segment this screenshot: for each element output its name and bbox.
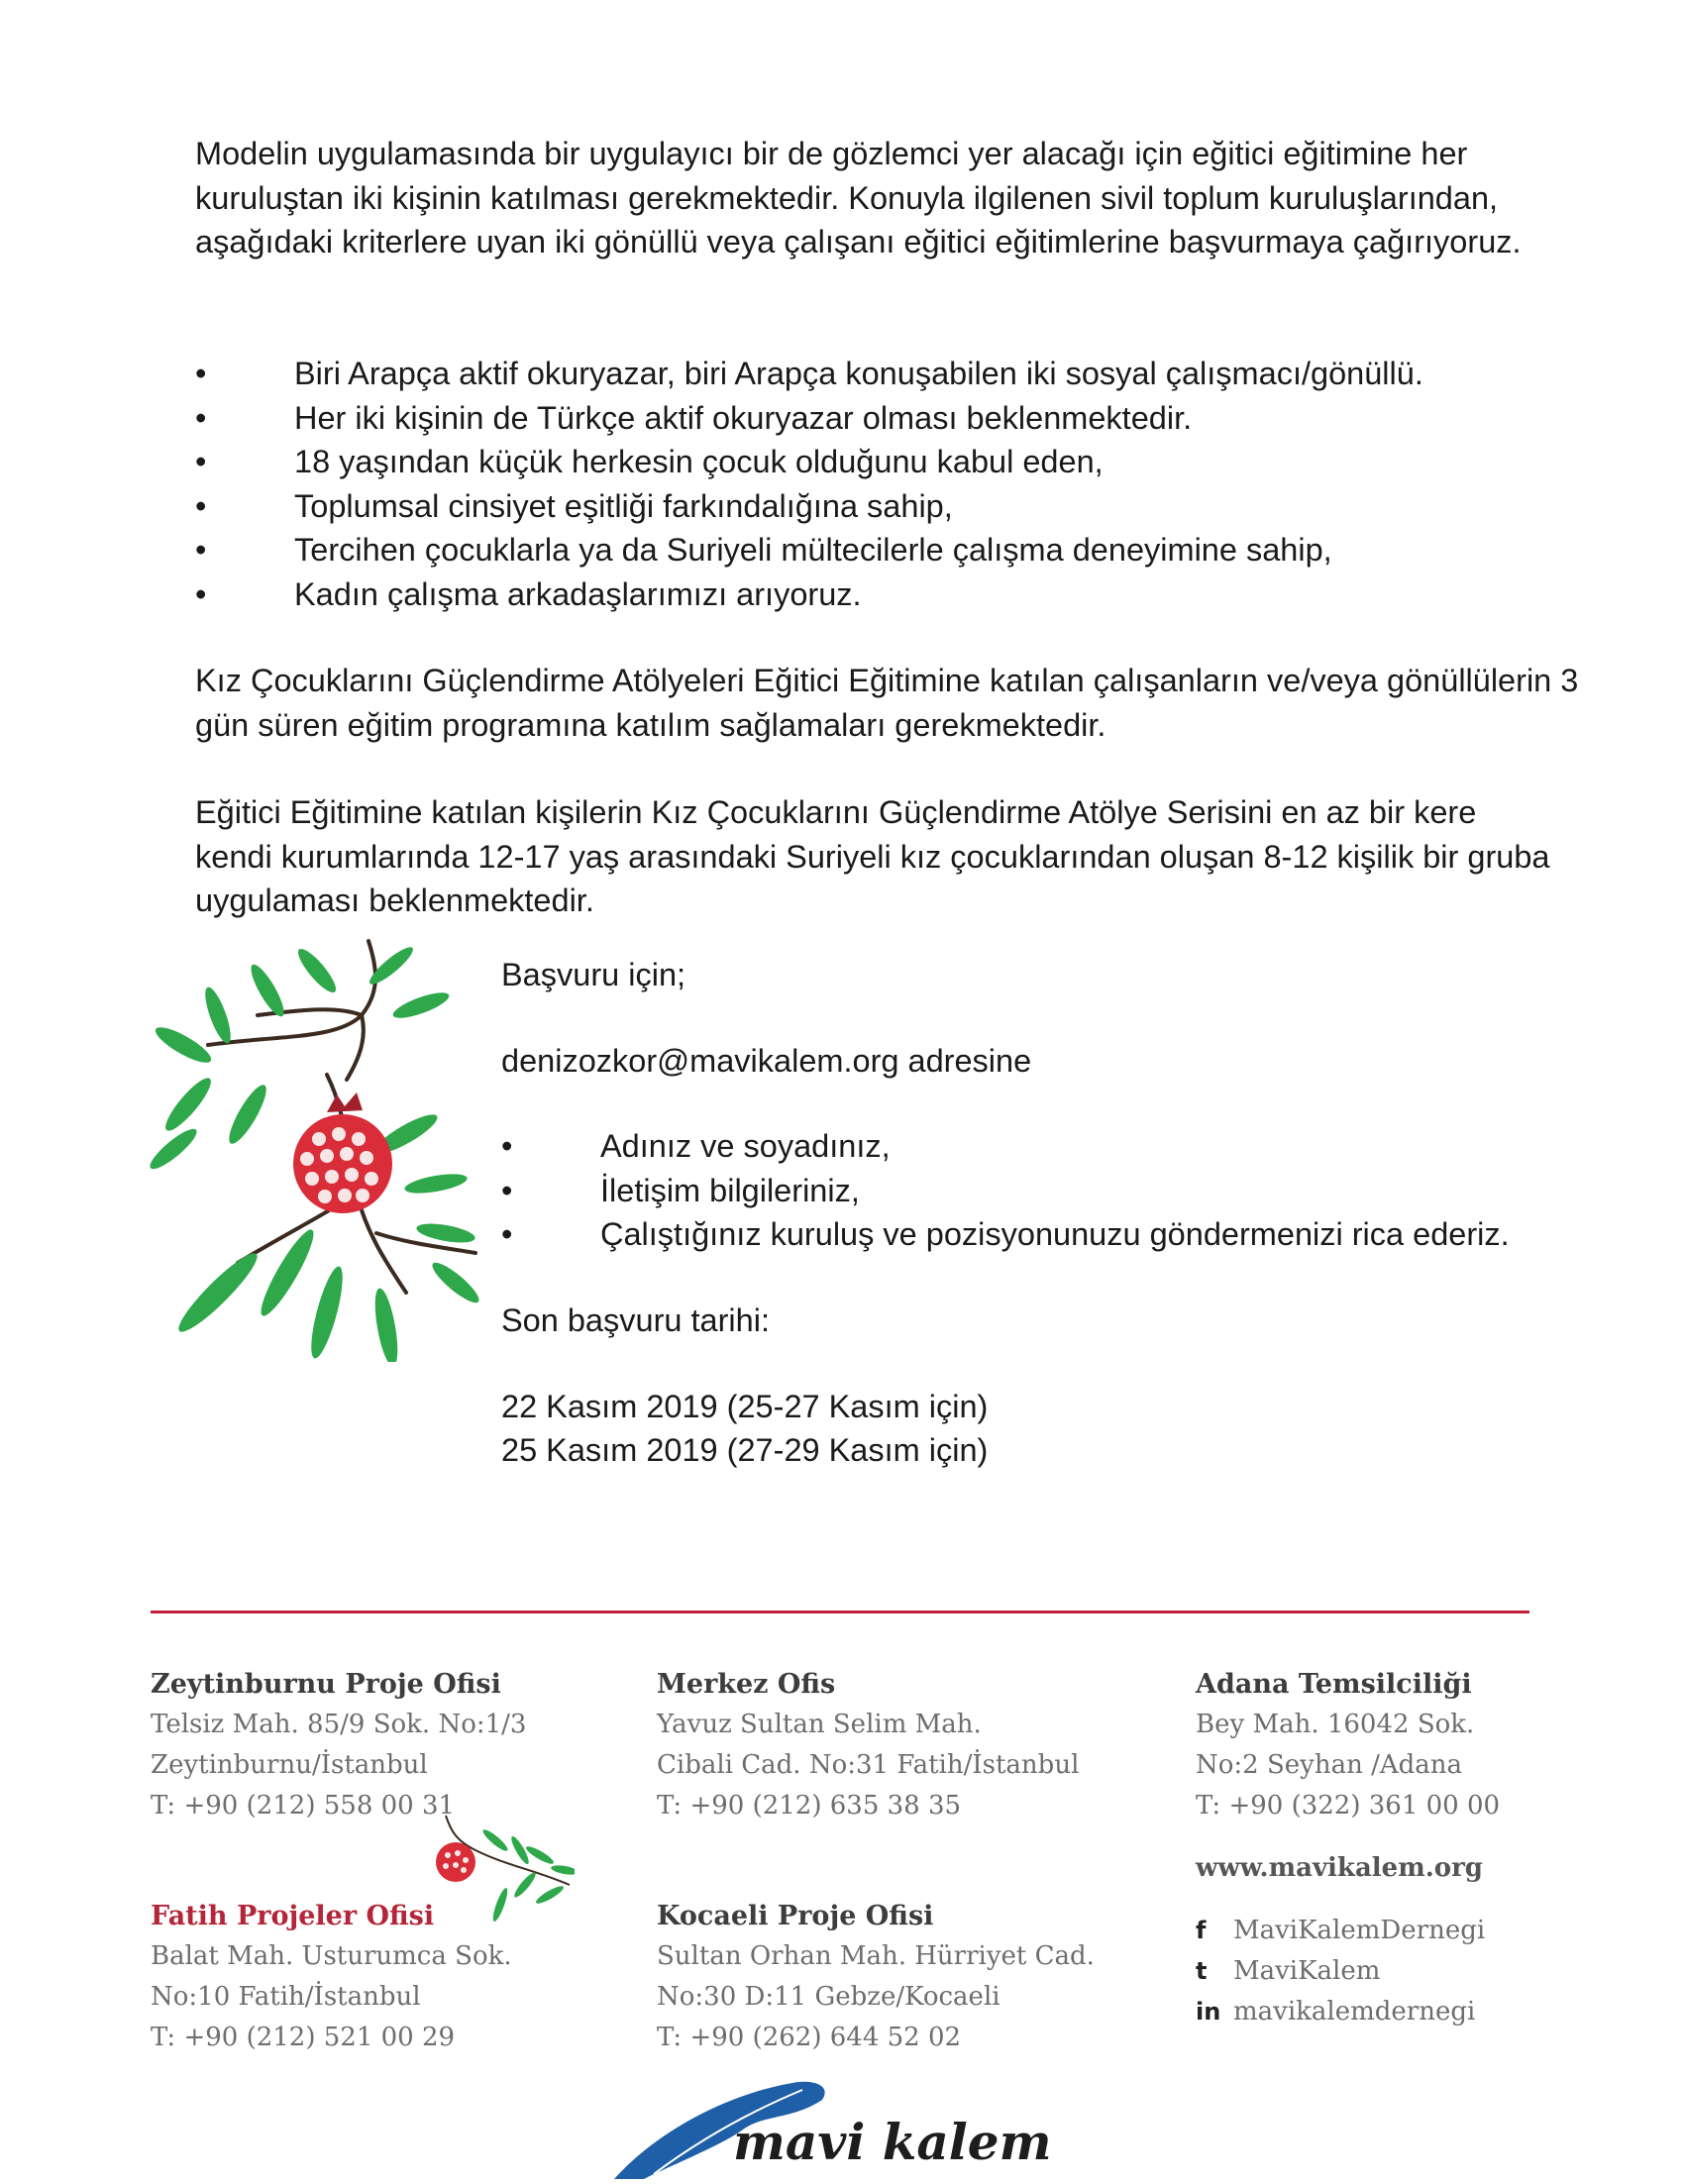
- criteria-item: • Her iki kişinin de Türkçe aktif okuryazar olması beklenmektedir.: [195, 396, 1423, 441]
- pomegranate-branch-illustration: [149, 936, 485, 1362]
- application-item: • İletişim bilgileriniz,: [501, 1169, 1640, 1213]
- office-address: Sultan Orhan Mah. Hürriyet Cad.: [657, 1941, 1095, 1971]
- criteria-item: • Toplumsal cinsiyet eşitliği farkındalığına sahip,: [195, 484, 1423, 529]
- office-phone: T: +90 (212) 521 00 29: [151, 2023, 456, 2052]
- social-handle: MaviKalemDernegi: [1233, 1916, 1486, 1945]
- pomegranate-fruit: [293, 1092, 392, 1213]
- mavi-kalem-logo: [614, 2075, 1070, 2179]
- logo-text: mavi kalem: [733, 2113, 1052, 2171]
- intro-paragraph: Modelin uygulamasında bir uygulayıcı bir de gözlemci yer alacağı için eğitici eğitimine her kuruluştan iki kişinin katılması gerekmektedir. Konuyla ilgilenen sivil toplum kuruluşlarından, aşağıdaki kriterlere uyan iki gönüllü veya çalışanı eğitici eğitimlerine başvurmaya çağırıyoruz.: [195, 136, 1522, 260]
- social-handle: MaviKalem: [1233, 1956, 1381, 1986]
- application-block: [501, 953, 1640, 1473]
- office-phone: T: +90 (212) 635 38 35: [657, 1791, 962, 1820]
- application-item: • Adınız ve soyadınız,: [501, 1124, 1640, 1169]
- email-line: denizozkor@mavikalem.org adresine: [501, 1042, 1032, 1079]
- application-item: • Çalıştığınız kuruluş ve pozisyonunuzu göndermenizi rica ederiz.: [501, 1212, 1640, 1257]
- office-address: Cibali Cad. No:31 Fatih/İstanbul: [657, 1750, 1080, 1780]
- office-title: Zeytinburnu Proje Ofisi: [151, 1669, 501, 1700]
- facebook-icon: f: [1196, 1917, 1207, 1944]
- twitter-icon: t: [1196, 1957, 1208, 1985]
- office-title: Merkez Ofis: [657, 1669, 836, 1700]
- footer-column-center: [657, 1664, 1095, 2058]
- office-address: Zeytinburnu/İstanbul: [151, 1750, 428, 1780]
- footer-divider: [151, 1611, 1529, 1613]
- social-linkedin[interactable]: [1196, 1992, 1500, 2032]
- training-paragraph: Kız Çocuklarını Güçlendirme Atölyeleri Eğitici Eğitimine katılan çalışanların ve/veya gönüllülerin 3 gün süren eğitim programına katılım sağlamaları gerekmektedir.: [195, 663, 1579, 743]
- social-handle: mavikalemdernegi: [1233, 1997, 1476, 2027]
- criteria-item: • Tercihen çocuklarla ya da Suriyeli mültecilerle çalışma deneyimine sahip,: [195, 528, 1423, 572]
- small-pomegranate-icon: [426, 1811, 575, 1929]
- social-twitter[interactable]: [1196, 1951, 1500, 1992]
- office-address: Yavuz Sultan Selim Mah.: [657, 1710, 982, 1739]
- application-items: [501, 1124, 1640, 1257]
- footer-column-right: [1196, 1664, 1500, 2032]
- criteria-list: [195, 352, 1423, 617]
- office-title: Kocaeli Proje Ofisi: [657, 1901, 934, 1931]
- linkedin-icon: in: [1196, 1998, 1221, 2026]
- office-address: No:30 D:11 Gebze/Kocaeli: [657, 1982, 1000, 2012]
- website-link[interactable]: www.mavikalem.org: [1196, 1853, 1483, 1883]
- office-address: No:2 Seyhan /Adana: [1196, 1750, 1463, 1780]
- office-phone: T: +90 (262) 644 52 02: [657, 2023, 962, 2052]
- application-heading: Başvuru için;: [501, 957, 686, 992]
- criteria-item: • Biri Arapça aktif okuryazar, biri Arapça konuşabilen iki sosyal çalışmacı/gönüllü.: [195, 352, 1423, 396]
- office-title: Fatih Projeler Ofisi: [151, 1901, 435, 1931]
- implementation-paragraph: Eğitici Eğitimine katılan kişilerin Kız Çocuklarını Güçlendirme Atölye Serisini en az bir kere kendi kurumlarında 12-17 yaş arasındaki Suriyeli kız çocuklarından oluşan 8-12 kişilik bir gruba uygulaması beklenmektedir.: [195, 794, 1550, 919]
- office-address: Balat Mah. Usturumca Sok.: [151, 1941, 512, 1971]
- criteria-item: • 18 yaşından küçük herkesin çocuk olduğunu kabul eden,: [195, 440, 1423, 484]
- social-facebook[interactable]: [1196, 1911, 1500, 1951]
- office-address: Bey Mah. 16042 Sok.: [1196, 1710, 1475, 1739]
- deadline-date: 25 Kasım 2019 (27-29 Kasım için): [501, 1432, 989, 1469]
- deadline-date: 22 Kasım 2019 (25-27 Kasım için): [501, 1388, 989, 1424]
- criteria-item: • Kadın çalışma arkadaşlarımızı arıyoruz.: [195, 572, 1423, 617]
- office-title: Adana Temsilciliği: [1196, 1669, 1472, 1700]
- office-phone: T: +90 (212) 558 00 31: [151, 1791, 456, 1820]
- office-phone: T: +90 (322) 361 00 00: [1196, 1791, 1501, 1820]
- deadline-heading: Son başvuru tarihi:: [501, 1301, 770, 1338]
- office-address: No:10 Fatih/İstanbul: [151, 1982, 421, 2012]
- office-address: Telsiz Mah. 85/9 Sok. No:1/3: [151, 1710, 527, 1739]
